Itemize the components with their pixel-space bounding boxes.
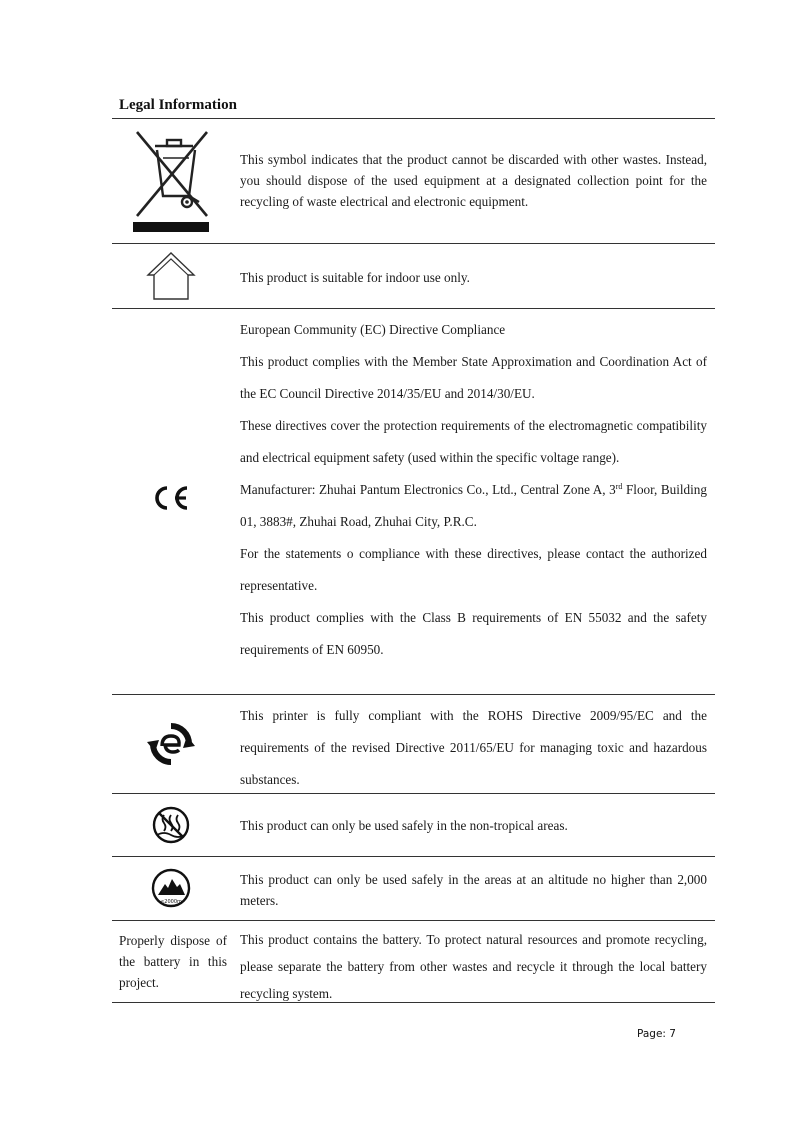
ce-compliance: This product complies with the Member State Approximation and Coordination Act of the EC Council Directive 2014/35/EU and 2014/30/EU. xyxy=(240,354,707,401)
manufacturer-address: Floor, Building 01, 3883#, Zhuhai Road, Zhuhai City, P.R.C. xyxy=(240,482,707,529)
weee-row xyxy=(112,118,715,243)
tropical-row xyxy=(112,793,715,856)
tropical-text: This product can only be used safely in the non-tropical areas. xyxy=(240,818,568,833)
indoor-text: This product is suitable for indoor use only. xyxy=(240,270,470,285)
section-heading: Legal Information xyxy=(119,97,237,113)
ce-manufacturer xyxy=(240,474,707,538)
page-number: Page: 7 xyxy=(637,1028,676,1040)
rohs-row xyxy=(112,694,715,793)
non-tropical-icon xyxy=(112,803,230,847)
ordinal-suffix: rd xyxy=(615,482,623,491)
ce-class-b: This product complies with the Class B requirements of EN 55032 and the safety requirements of EN 60950. xyxy=(240,610,707,657)
indoor-row xyxy=(112,243,715,308)
rohs-recycle-icon xyxy=(112,718,230,770)
ce-directives: These directives cover the protection requirements of the electromagnetic compatibility and electrical equipment safety (used within the specific voltage range). xyxy=(240,418,707,465)
house-icon xyxy=(112,249,230,303)
ce-row xyxy=(112,308,715,694)
manufacturer-text: Manufacturer: Zhuhai Pantum Electronics Co., Ltd., Central Zone A, 3 xyxy=(240,482,616,497)
battery-text: This product contains the battery. To protect natural resources and promote recycling, please separate the battery from other wastes and recycle it through the local battery recycling system. xyxy=(240,932,707,1001)
ce-title: European Community (EC) Directive Compliance xyxy=(240,322,506,337)
rohs-text: This printer is fully compliant with the ROHS Directive 2009/95/EC and the requirements of the revised Directive 2011/65/EU for managing toxic and hazardous substances. xyxy=(240,708,707,787)
ce-mark-icon xyxy=(112,480,230,516)
battery-label: Properly dispose of the battery in this project. xyxy=(119,933,227,990)
altitude-row xyxy=(112,856,715,920)
altitude-icon-label: ≤2000m xyxy=(160,899,182,905)
ce-statements: For the statements o compliance with these directives, please contact the authorized representative. xyxy=(240,546,707,593)
altitude-text: This product can only be used safely in the areas at an altitude no higher than 2,000 meters. xyxy=(240,872,707,908)
weee-text: This symbol indicates that the product cannot be discarded with other wastes. Instead, you should dispose of the used equipment at a designated collection point for the recycling of waste electrical and electronic equipment. xyxy=(240,152,707,209)
ce-text-block xyxy=(240,314,707,666)
altitude-mountain-icon xyxy=(112,866,230,910)
battery-row xyxy=(112,920,715,1002)
weee-bin-icon xyxy=(112,126,230,236)
